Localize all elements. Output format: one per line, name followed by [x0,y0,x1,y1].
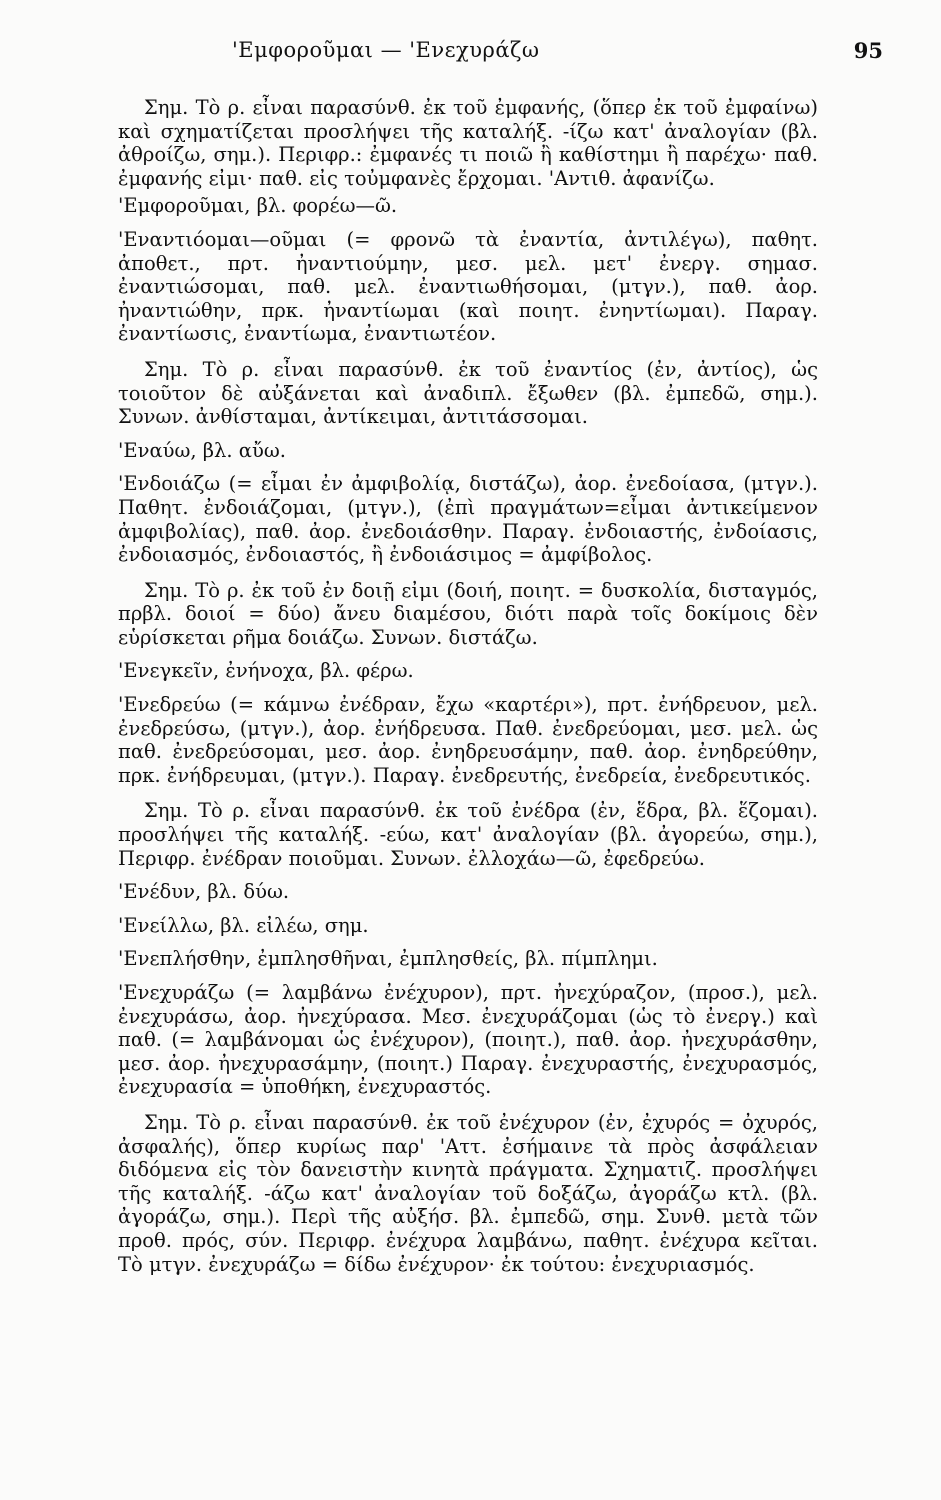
entry-enenkein: 'Ενεγκεῖν, ἐνήνοχα, βλ. φέρω. [118,659,414,683]
note-emphanes: Σημ. Τὸ ρ. εἶναι παρασύνθ. ἐκ τοῦ ἐμφανής, (ὅπερ ἐκ τοῦ ἐμφαίνω) καὶ σχηματίζεται προσλήψει τῆς καταλήξ. -ίζω κατ' ἀναλογίαν (βλ. ἀθροίζω, σημ.). Περιφρ.: ἐμφανές τι ποιῶ ἢ καθίστημι ἢ παρέχω· παθ. ἐμφανής εἰμι· παθ. εἰς τοὐμφανὲς ἔρχομαι. 'Αντιθ. ἀφανίζω. [118,96,818,190]
note-enantioomai: Σημ. Τὸ ρ. εἶναι παρασύνθ. ἐκ τοῦ ἐναντίος (ἐν, ἀντίος), ὡς τοιοῦτον δὲ αὐξάνεται καὶ ἀναδιπλ. ἔξωθεν (βλ. ἐμπεδῶ, σημ.). Συνων. ἀνθίσταμαι, ἀντίκειμαι, ἀντιτάσσομαι. [118,357,818,429]
entry-eneillo: 'Ενείλλω, βλ. εἰλέω, σημ. [118,913,369,937]
entry-eneplesthen: 'Ενεπλήσθην, ἐμπλησθῆναι, ἐμπλησθείς, βλ. πίμπλημι. [118,947,658,971]
entry-enedyn: 'Ενέδυν, βλ. δύω. [118,880,290,904]
entry-emphoroumai: 'Εμφοροῦμαι, βλ. φορέω—ῶ. [118,194,398,218]
note-enechyrazo: Σημ. Τὸ ρ. εἶναι παρασύνθ. ἐκ τοῦ ἐνέχυρον (ἐν, ἐχυρός = ὀχυρός, ἀσφαλής), ὅπερ κυρίως παρ' 'Αττ. ἐσήμαινε τὰ πρὸς ἀσφάλειαν διδόμενα εἰς τὸν δανειστὴν κινητὰ πράγματα. Σχηματιζ. προσλήψει τῆς καταλήξ. -άζω κατ' ἀναλογίαν τοῦ δοξάζω, ἀγοράζω κτλ. (βλ. ἀγοράζω, σημ.). Περὶ τῆς αὐξήσ. βλ. ἐμπεδῶ, σημ. Συνθ. μετὰ τῶν προθ. πρός, σύν. Περιφρ. ἐνέχυρα λαμβάνω, παθητ. ἐνέχυρα κεῖται. Τὸ μτγν. ἐνεχυράζω = δίδω ἐνέχυρον· ἐκ τούτου: ἐνεχυριασμός. [118,1110,818,1276]
entry-enedreuo: 'Ενεδρεύω (= κάμνω ἐνέδραν, ἔχω «καρτέρι»), πρτ. ἐνήδρευον, μελ. ἐνεδρεύσω, (μτγν.), ἀορ. ἐνήδρευσα. Παθ. ἐνεδρεύομαι, μεσ. μελ. ὡς παθ. ἐνεδρεύσομαι, μεσ. ἀορ. ἐνηδρευσάμην, παθ. ἀορ. ἐνηδρεύθην, πρκ. ἐνήδρευμαι, (μτγν.). Παραγ. ἐνεδρευτής, ἐνεδρεία, ἐνεδρευτικός. [118,693,818,787]
entry-endoiazo: 'Ενδοιάζω (= εἶμαι ἐν ἀμφιβολίᾳ, διστάζω), ἀορ. ἐνεδοίασα, (μτγν.). Παθητ. ἐνδοιάζομαι, (μτγν.), (ἐπὶ πραγμάτων=εἶμαι ἀντικείμενον ἀμφιβολίας), παθ. ἀορ. ἐνεδοιάσθην. Παραγ. ἐνδοιαστής, ἐνδοίασις, ἐνδοιασμός, ἐνδοιαστός, ἢ ἐνδοιάσιμος = ἀμφίβολος. [118,472,818,567]
note-enedreuo: Σημ. Τὸ ρ. εἶναι παρασύνθ. ἐκ τοῦ ἐνέδρα (ἐν, ἕδρα, βλ. ἕζομαι). προσλήψει τῆς καταλήξ. -εύω, κατ' ἀναλογίαν (βλ. ἀγορεύω, σημ.), Περιφρ. ἐνέδραν ποιοῦμαι. Συνων. ἐλλοχάω—ῶ, ἐφεδρεύω. [118,799,818,870]
page-header [0,38,941,78]
entry-enauo: 'Εναύω, βλ. αὔω. [118,438,286,462]
page-number: 95 [853,38,883,63]
note-endoiazo: Σημ. Τὸ ρ. ἐκ τοῦ ἐν δοιῇ εἰμι (δοιή, ποιητ. = δυσκολία, δισταγμός, πρβλ. δοιοί = δύο) ἄνευ διαμέσου, διότι παρὰ τοῖς δοκίμοις δὲν εὑρίσκεται ρῆμα δοιάζω. Συνων. διστάζω. [118,578,818,649]
entry-enantioomai: 'Εναντιόομαι—οῦμαι (= φρονῶ τὰ ἐναντία, ἀντιλέγω), παθητ. ἀποθετ., πρτ. ἠναντιούμην, μεσ. μελ. μετ' ἐνεργ. σημασ. ἐναντιώσομαι, παθ. μελ. ἐναντιωθήσομαι, (μτγν.), παθ. ἀορ. ἠναντιώθην, πρκ. ἠναντίωμαι (καὶ ποιητ. ἐνηντίωμαι). Παραγ. ἐναντίωσις, ἐναντίωμα, ἐναντιωτέον. [118,227,818,346]
entry-enechyrazo: 'Ενεχυράζω (= λαμβάνω ἐνέχυρον), πρτ. ἠνεχύραζον, (προσ.), μελ. ἐνεχυράσω, ἀορ. ἠνεχύρασα. Μεσ. ἐνεχυράζομαι (ὡς τὸ ἐνεργ.) καὶ παθ. (= λαμβάνομαι ὡς ἐνέχυρον), (ποιητ.), παθ. ἀορ. ἠνεχυράσθην, μεσ. ἀορ. ἠνεχυρασάμην, (ποιητ.) Παραγ. ἐνεχυραστής, ἐνεχυρασμός, ἐνεχυρασία = ὑποθήκη, ἐνεχυραστός. [118,981,818,1099]
dictionary-body [118,96,818,1276]
running-title: 'Εμφοροῦμαι — 'Ενεχυράζω [232,38,540,62]
